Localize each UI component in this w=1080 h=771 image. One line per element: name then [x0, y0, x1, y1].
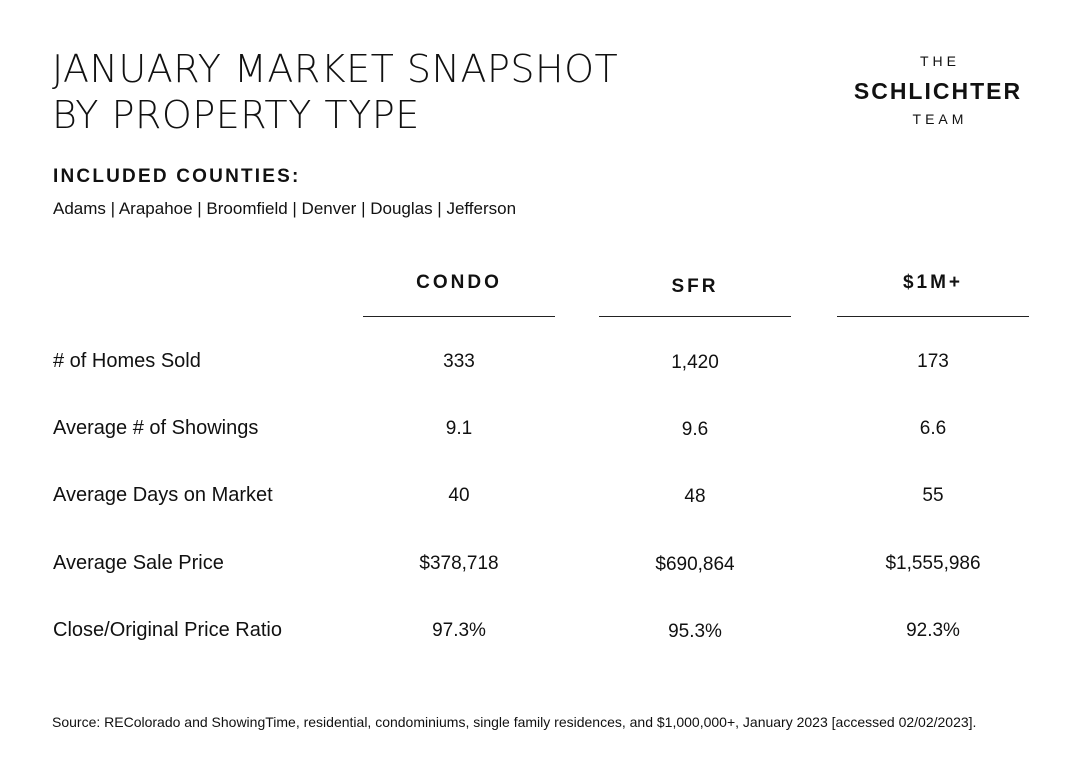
- row-label-homes-sold: # of Homes Sold: [53, 350, 201, 372]
- brand-logo: [848, 52, 1028, 128]
- column-header-1m-plus: $1M+: [902, 272, 964, 293]
- title-line-1: JANUARY MARKET SNAPSHOT: [52, 47, 619, 91]
- cell-avg-days-condo: 40: [448, 485, 470, 506]
- counties-list: Adams | Arapahoe | Broomfield | Denver | Douglas | Jefferson: [53, 199, 517, 218]
- cell-avg-days-sfr: 48: [684, 486, 706, 507]
- cell-price-ratio-1m-plus: 92.3%: [906, 620, 960, 641]
- logo-top-text: THE: [920, 53, 960, 69]
- cell-avg-showings-condo: 9.1: [445, 418, 473, 439]
- title-line-2: BY PROPERTY TYPE: [52, 93, 420, 137]
- cell-avg-showings-1m-plus: 6.6: [919, 418, 947, 439]
- cell-homes-sold-condo: 333: [443, 351, 475, 372]
- cell-avg-days-1m-plus: 55: [922, 485, 944, 506]
- logo-bottom-text: TEAM: [912, 111, 968, 127]
- column-divider-condo: [363, 316, 555, 317]
- cell-price-ratio-condo: 97.3%: [432, 620, 486, 641]
- row-label-avg-sale-price: Average Sale Price: [53, 552, 224, 574]
- cell-price-ratio-sfr: 95.3%: [668, 621, 722, 642]
- cell-homes-sold-1m-plus: 173: [917, 351, 949, 372]
- row-label-avg-days-on-market: Average Days on Market: [53, 484, 273, 506]
- logo-name-text: SCHLICHTER: [853, 78, 1023, 104]
- counties-label: INCLUDED COUNTIES:: [53, 166, 301, 187]
- column-divider-sfr: [599, 316, 791, 317]
- row-label-price-ratio: Close/Original Price Ratio: [53, 619, 282, 641]
- cell-avg-price-condo: $378,718: [419, 553, 499, 574]
- cell-avg-price-1m-plus: $1,555,986: [885, 553, 981, 574]
- column-header-sfr: SFR: [671, 276, 719, 297]
- source-footnote: Source: REColorado and ShowingTime, residential, condominiums, single family residences, and $1,000,000+, January 2023 [accessed 02/02/2023].: [52, 714, 977, 730]
- column-header-condo: CONDO: [416, 272, 502, 293]
- row-label-avg-showings: Average # of Showings: [53, 417, 259, 439]
- column-divider-1m-plus: [837, 316, 1029, 317]
- cell-homes-sold-sfr: 1,420: [671, 352, 719, 373]
- cell-avg-price-sfr: $690,864: [655, 554, 735, 575]
- cell-avg-showings-sfr: 9.6: [681, 419, 709, 440]
- page-title: [52, 46, 618, 138]
